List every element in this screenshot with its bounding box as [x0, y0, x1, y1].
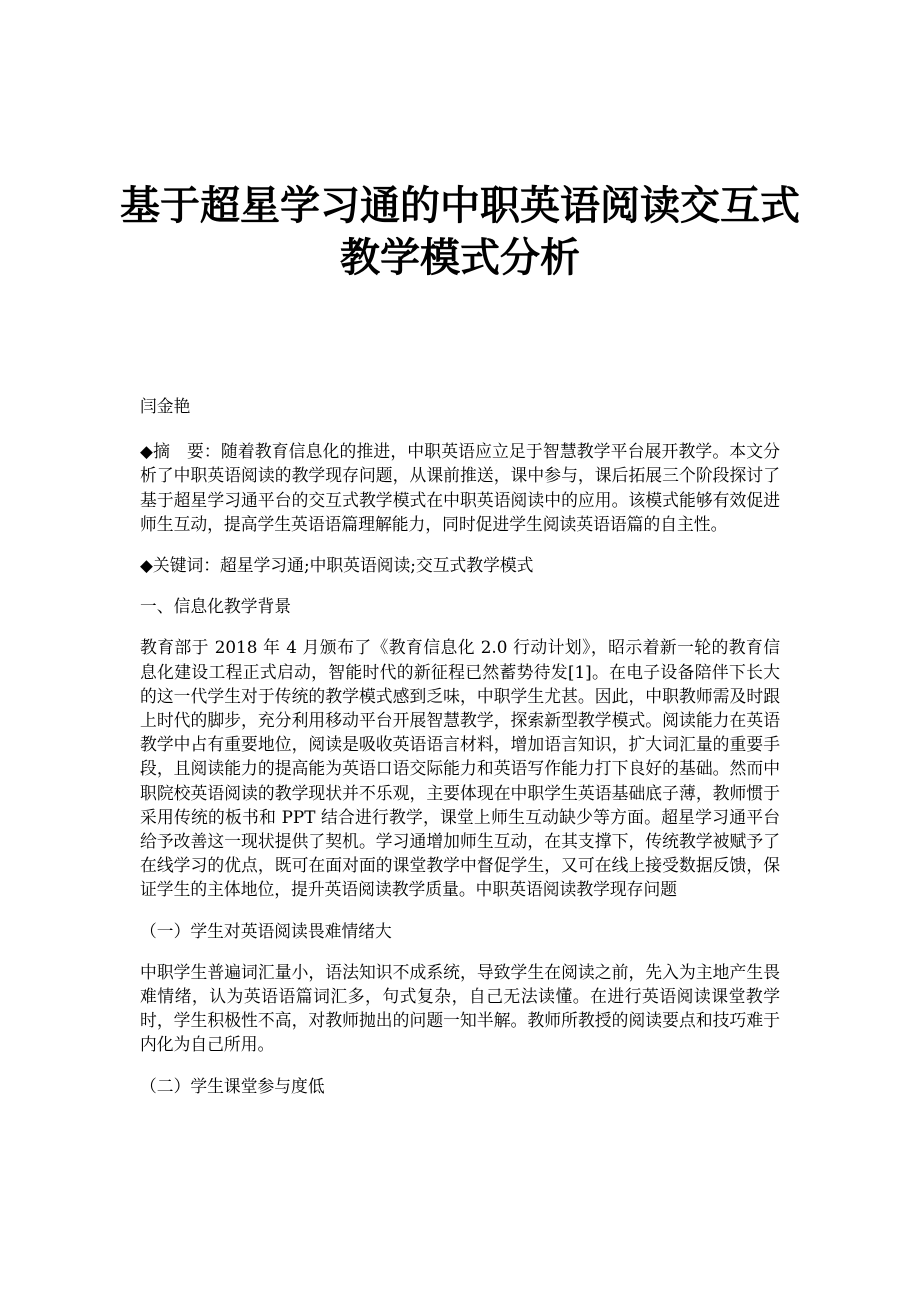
- body-paragraph: 教育部于 2018 年 4 月颁布了《教育信息化 2.0 行动计划》，昭示着新一轮的教育信息化建设工程正式启动，智能时代的新征程已然蓄势待发[1]。在电子设备陪伴下长大的这一代学生对于传统的教学模式感到乏味，中职学生尤甚。因此，中职教师需及时跟上时代的脚步，充分利用移动平台开展智慧教学，探索新型教学模式。阅读能力在英语教学中占有重要地位，阅读是吸收英语语言材料，增加语言知识，扩大词汇量的重要手段，且阅读能力的提高能为英语口语交际能力和英语写作能力打下良好的基础。然而中职院校英语阅读的教学现状并不乐观，主要体现在中职学生英语基础底子薄，教师惯于采用传统的板书和 PPT 结合进行教学，课堂上师生互动缺少等方面。超星学习通平台给予改善这一现状提供了契机。学习通增加师生互动，在其支撑下，传统教学被赋予了在线学习的优点，既可在面对面的课堂教学中督促学生，又可在线上接受数据反馈，保证学生的主体地位，提升英语阅读教学质量。中职英语阅读教学现存问题: [140, 637, 780, 900]
- paper-body: [140, 394, 780, 1115]
- diamond-bullet-icon: ◆: [140, 441, 154, 462]
- keywords: [140, 553, 780, 577]
- section-heading: 一、信息化教学背景: [140, 596, 292, 617]
- title-line-2: 教学模式分析: [340, 235, 580, 281]
- abstract-label: 摘 要：: [153, 441, 221, 462]
- body-paragraph: 中职学生普遍词汇量小，语法知识不成系统，导致学生在阅读之前，先入为主地产生畏难情绪，认为英语语篇词汇多，句式复杂，自己无法读懂。在进行英语阅读课堂教学时，学生积极性不高，对教师抛出的问题一知半解。教师所教授的阅读要点和技巧难于内化为自己所用。: [140, 961, 780, 1055]
- keywords-label: 关键词：: [152, 555, 221, 576]
- subsection-heading: （二）学生课堂参与度低: [140, 1075, 325, 1096]
- abstract-text: 随着教育信息化的推进，中职英语应立足于智慧教学平台展开教学。本文分析了中职英语阅读的教学现存问题，从课前推送，课中参与，课后拓展三个阶段探讨了基于超星学习通平台的交互式教学模式在中职英语阅读中的应用。该模式能够有效促进师生互动，提高学生英语语篇理解能力，同时促进学生阅读英语语篇的自主性。: [140, 441, 780, 534]
- abstract: [140, 439, 780, 536]
- paper-title: [0, 180, 920, 284]
- diamond-bullet-icon: ◆: [140, 555, 153, 576]
- subsection-heading: （一）学生对英语阅读畏难情绪大: [140, 920, 392, 941]
- title-line-1: 基于超星学习通的中职英语阅读交互式: [120, 183, 800, 229]
- keywords-text: 超星学习通;中职英语阅读;交互式教学模式: [220, 555, 534, 576]
- author-name: 闫金艳: [140, 396, 191, 416]
